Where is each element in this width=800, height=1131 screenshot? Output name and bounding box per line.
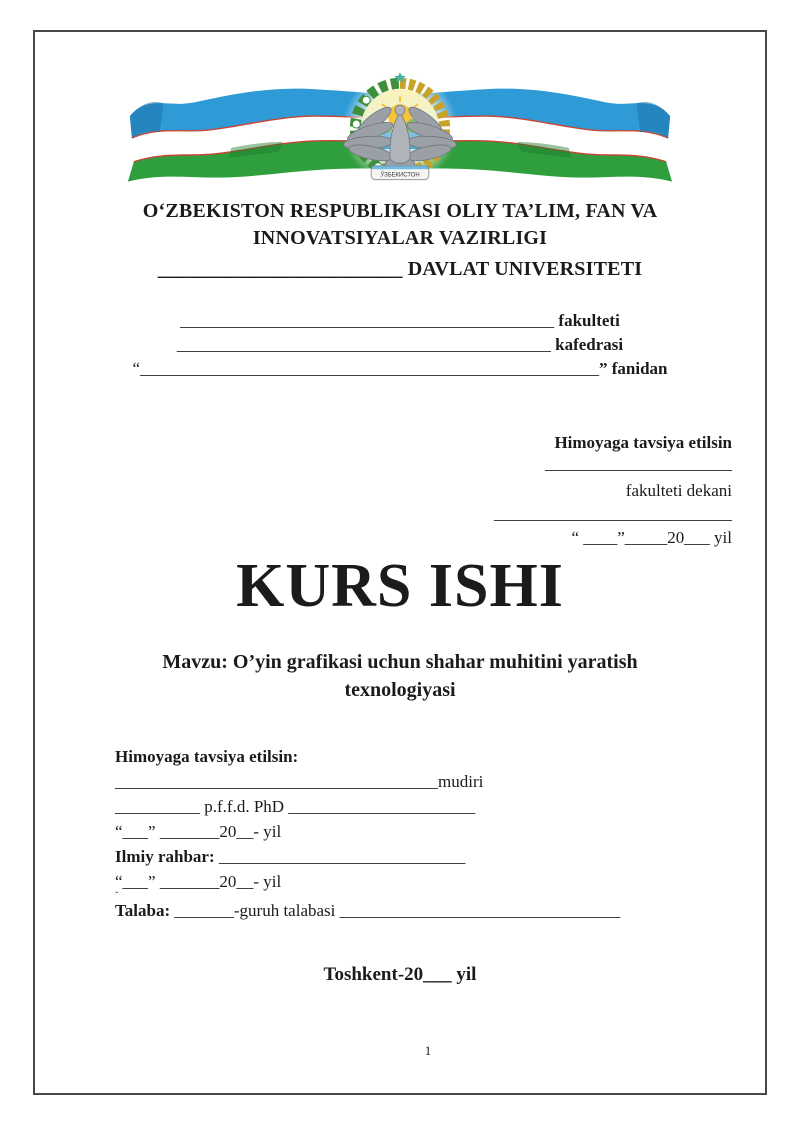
course-work-title: KURS ISHI — [236, 552, 564, 620]
ilmiy-rahbar-label: Ilmiy rahbar: — [115, 847, 215, 866]
kafedra-label: kafedrasi — [550, 335, 624, 354]
date-line1: “___” _______20__- yil — [115, 822, 282, 841]
uzbekistan-emblem — [112, 72, 688, 184]
uzbekistan-emblem-icon — [112, 72, 688, 184]
ministry-title-line1: O‘ZBEKISTON RESPUBLIKASI OLIY TA’LIM, FAN VA — [142, 200, 658, 222]
faculty-blank: ____________________________________________ — [180, 311, 555, 330]
mudiri-line: ______________________________________mudiri — [115, 772, 484, 791]
coat-of-arms — [342, 72, 457, 184]
subject-line — [0, 359, 800, 379]
emblem-banner — [371, 166, 429, 180]
approval-date-line: “ ____”_____20___ yil — [571, 528, 732, 547]
city-year-line: Toshkent-20___ yil — [323, 964, 477, 985]
date-line2: “___” _______20__- yil — [115, 872, 282, 891]
faculty-line — [0, 311, 800, 331]
approval-signature-line: ______________________ — [545, 454, 732, 473]
talaba-line — [115, 901, 620, 921]
approval-signature-line2: ____________________________ — [494, 504, 732, 523]
stray-mark: ˇ — [115, 891, 119, 902]
kafedra-line — [0, 335, 800, 355]
signatures-heading: Himoyaga tavsiya etilsin: — [115, 747, 299, 766]
phd-line: __________ p.f.f.d. PhD ______________________ — [115, 797, 476, 816]
emblem-banner-text: ЎЗБЕКИСТОН — [380, 172, 420, 179]
dean-label: fakulteti dekani — [625, 481, 732, 500]
ministry-title-line2: INNOVATSIYALAR VAZIRLIGI — [252, 227, 548, 249]
subject-blank: “______________________________________________________ — [132, 359, 600, 378]
talaba-label: Talaba: — [115, 901, 171, 920]
faculty-label: fakulteti — [554, 311, 620, 330]
talaba-blank: _______-guruh talabasi _________________________________ — [170, 901, 621, 920]
topic-line1: Mavzu: O’yin grafikasi uchun shahar muhitini yaratish — [162, 651, 638, 673]
page-number: 1 — [424, 1043, 432, 1058]
ilmiy-rahbar-blank: _____________________________ — [214, 847, 466, 866]
subject-label: ” fanidan — [599, 359, 668, 378]
topic-line2: texnologiyasi — [344, 679, 456, 701]
approval-title: Himoyaga tavsiya etilsin — [554, 433, 732, 452]
kafedra-blank: ____________________________________________ — [176, 335, 551, 354]
university-line: ________________________ DAVLAT UNIVERSITETI — [157, 258, 643, 280]
ilmiy-rahbar-line — [115, 847, 465, 867]
